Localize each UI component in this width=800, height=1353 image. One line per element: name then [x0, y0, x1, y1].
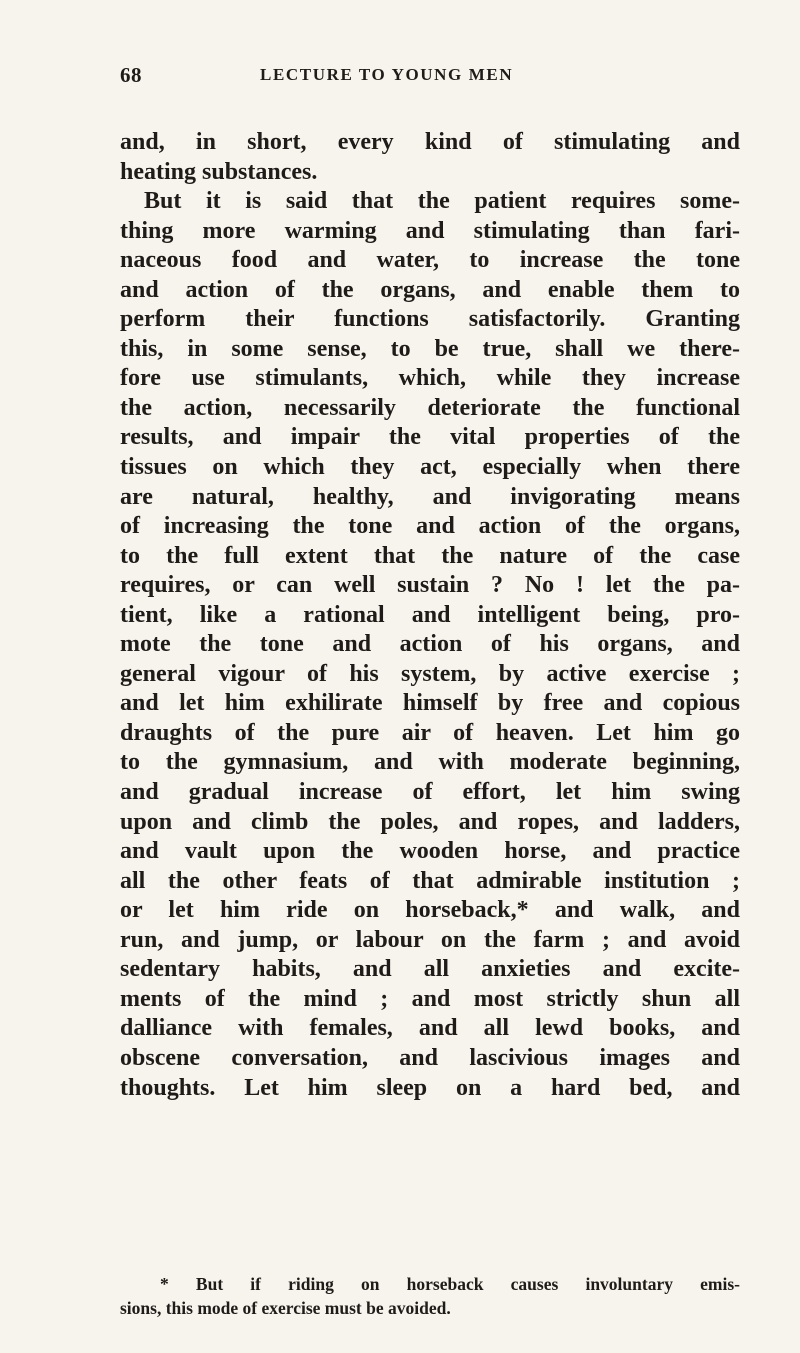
text-line: sedentary habits, and all anxieties and excite- [120, 956, 740, 983]
body-text [120, 128, 740, 1103]
text-line: fore use stimulants, which, while they increase [120, 365, 740, 392]
text-line: to the gymnasium, and with moderate beginning, [120, 749, 740, 776]
text-line: obscene conversation, and lascivious images and [120, 1044, 740, 1071]
text-line: and, in short, every kind of stimulating and [120, 129, 740, 155]
text-line: requires, or can well sustain ? No ! let the pa- [120, 572, 740, 599]
text-line: and gradual increase of effort, let him swing [120, 779, 740, 806]
footnote-line: * But if riding on horseback causes involuntary emis- [160, 1274, 740, 1294]
text-line: draughts of the pure air of heaven. Let him go [120, 719, 740, 746]
text-line: this, in some sense, to be true, shall we there- [120, 335, 740, 362]
text-line: are natural, healthy, and invigorating means [120, 483, 740, 510]
text-line: thoughts. Let him sleep on a hard bed, and [120, 1074, 740, 1101]
text-line: ments of the mind ; and most strictly shun all [120, 985, 740, 1012]
text-line: naceous food and water, to increase the tone [120, 247, 740, 274]
text-line: But it is said that the patient requires some- [144, 188, 740, 215]
page-header [120, 63, 740, 93]
text-line: mote the tone and action of his organs, and [120, 631, 740, 658]
text-line: run, and jump, or labour on the farm ; and avoid [120, 926, 740, 953]
text-line: tissues on which they act, especially when there [120, 454, 740, 481]
text-line: perform their functions satisfactorily. Granting [120, 306, 740, 333]
text-line: tient, like a rational and intelligent being, pro- [120, 601, 740, 628]
text-line: the action, necessarily deteriorate the functional [120, 394, 740, 421]
footnote [120, 1272, 740, 1320]
page-number: 68 [120, 63, 142, 87]
text-line: results, and impair the vital properties of the [120, 424, 740, 451]
text-line: thing more warming and stimulating than fari- [120, 217, 740, 244]
footnote-line: sions, this mode of exercise must be avoided. [120, 1298, 451, 1318]
text-line: of increasing the tone and action of the organs, [120, 513, 740, 540]
text-line: or let him ride on horseback,* and walk, and [120, 897, 740, 924]
text-line: and vault upon the wooden horse, and practice [120, 838, 740, 865]
running-head: LECTURE TO YOUNG MEN [260, 65, 514, 84]
text-line: and action of the organs, and enable them to [120, 276, 740, 303]
text-line: general vigour of his system, by active exercise ; [120, 660, 740, 687]
text-line: all the other feats of that admirable institution ; [120, 867, 740, 894]
text-line: and let him exhilirate himself by free and copious [120, 690, 740, 717]
text-line: dalliance with females, and all lewd books, and [120, 1015, 740, 1042]
text-line: heating substances. [120, 158, 318, 185]
text-line: upon and climb the poles, and ropes, and ladders, [120, 808, 740, 835]
text-line: to the full extent that the nature of the case [120, 542, 740, 569]
